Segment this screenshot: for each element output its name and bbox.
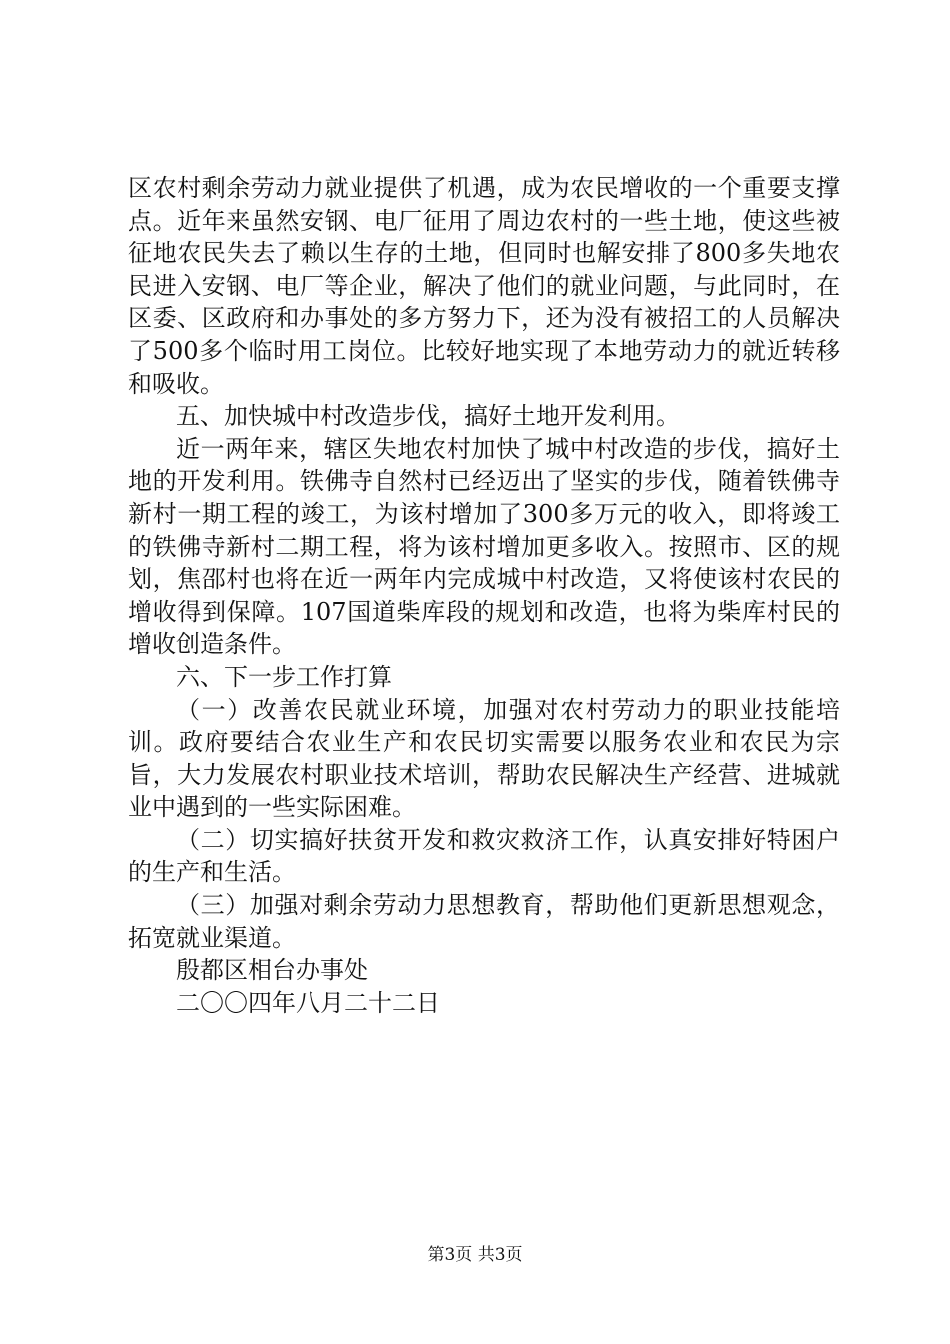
paragraph-urban-village-renovation: 近一两年来，辖区失地农村加快了城中村改造的步伐，搞好土地的开发利用。铁佛寺自然村已经迈出了坚实的步伐，随着铁佛寺新村一期工程的竣工，为该村增加了300多万元的收入，即将竣工的铁佛寺新村二期工程，将为该村增加更多收入。按照市、区的规划，焦邵村也将在近一两年内完成城中村改造，又将使该村农民的增收得到保障。107国道柴库段的规划和改造，也将为柴库村民的增收创造条件。 — [128, 434, 840, 659]
paragraph-plan-two: （二）切实搞好扶贫开发和救灾救济工作，认真安排好特困户的生产和生活。 — [128, 825, 840, 887]
paragraph-plan-three: （三）加强对剩余劳动力思想教育，帮助他们更新思想观念，拓宽就业渠道。 — [128, 891, 840, 952]
heading-section-five: 五、加快城中村改造步伐，搞好土地开发利用。 — [176, 402, 680, 431]
signature-date: 二〇〇四年八月二十二日 — [176, 988, 440, 1017]
page-footer: 第3页 共3页 — [427, 1245, 523, 1265]
paragraph-plan-one: （一）改善农民就业环境，加强对农村劳动力的职业技能培训。政府要结合农业生产和农民切实需要以服务农业和农民为宗旨，大力发展农村职业技术培训，帮助农民解决生产经营、进城就业中遇到的一些实际困难。 — [128, 695, 840, 822]
heading-section-six: 六、下一步工作打算 — [176, 662, 392, 691]
document-body — [128, 172, 840, 1019]
signature-office: 殷都区相台办事处 — [176, 956, 368, 985]
paragraph-employment-opportunity: 区农村剩余劳动力就业提供了机遇，成为农民增收的一个重要支撑点。近年来虽然安钢、电厂征用了周边农村的一些土地，使这些被征地农民失去了赖以生存的土地，但同时也解安排了800多失地农民进入安钢、电厂等企业，解决了他们的就业问题，与此同时，在区委、区政府和办事处的多方努力下，还为没有被招工的人员解决了500多个临时用工岗位。比较好地实现了本地劳动力的就近转移和吸收。 — [128, 174, 840, 398]
